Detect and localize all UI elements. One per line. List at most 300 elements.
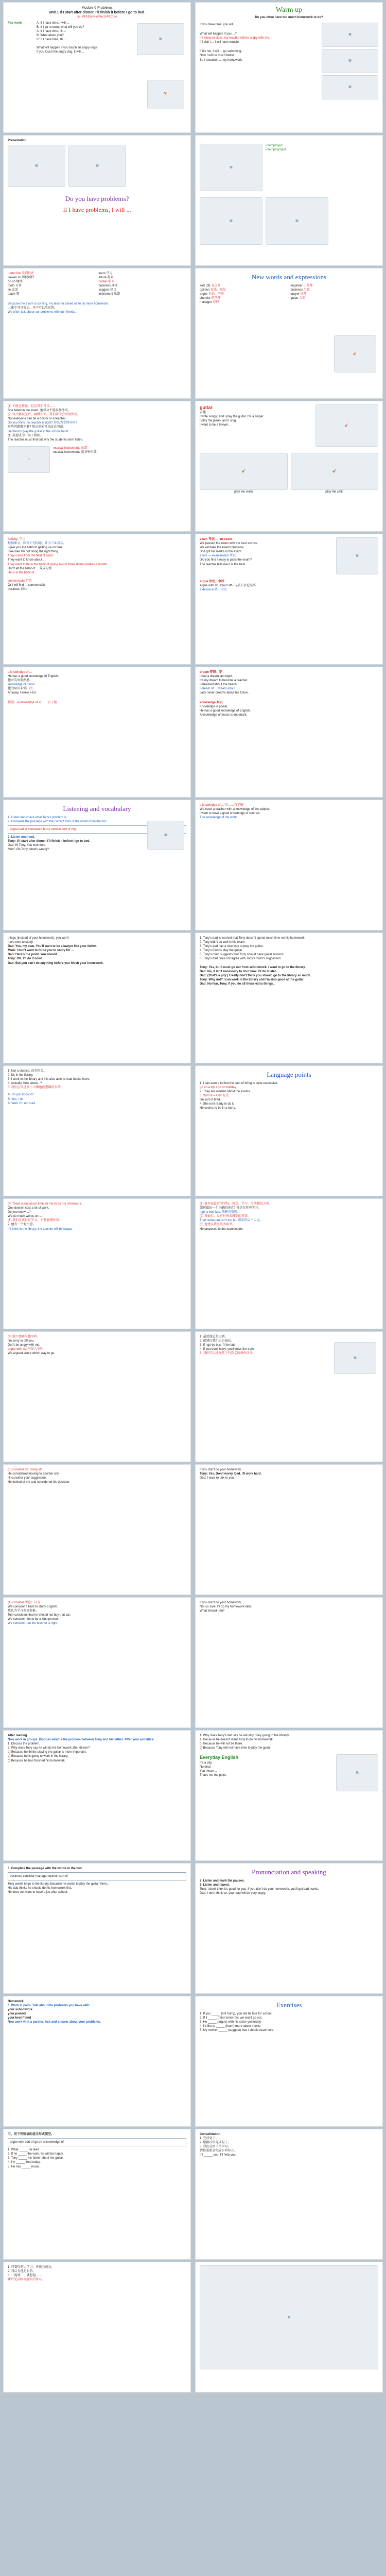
word: career 职业 [98, 280, 115, 284]
instrument-label: musical instruments 乐器 [53, 446, 87, 450]
line: 1. Not a chance. 没有机会。 [8, 1070, 47, 1073]
line: 5. Complete the passage with the words in the box. [8, 1867, 83, 1870]
sentence: We often talk about our problems with our friends. [8, 310, 76, 314]
line: things (instead of your homework), you won't [8, 937, 69, 940]
line: 2. 我认为他是对的。 [8, 2270, 36, 2274]
line: B: If I go to town, what will you do? [37, 25, 84, 29]
line: your best friend [8, 2016, 31, 2020]
meaning: 律师 [300, 292, 307, 296]
picture: ▦ [266, 197, 328, 245]
line: I go to bed late. 我睡得很晚。 [200, 1211, 241, 1214]
line: 5. He has _____ music. [8, 2165, 41, 2168]
line: The teacher tells me it is the best. [200, 563, 246, 566]
picture: ▦ [68, 145, 126, 187]
word-row [200, 284, 288, 288]
line: (4) There is not much time for me to do my homework. [8, 1202, 82, 1206]
line: exam — examination 考试 [200, 554, 236, 558]
picture: ▦ [322, 49, 378, 73]
slide-24 [3, 1597, 191, 1728]
line: 4. Tony's friends play the guitar. [200, 949, 243, 953]
line: I'll consider your suggestion. [8, 1477, 47, 1480]
line: I had a dream last night. [200, 675, 233, 679]
section-title: 三、用下列短语的适当形式填空。 [8, 2133, 55, 2136]
dog-picture: 🐕 [147, 80, 184, 109]
word: tooth 牙齿 [8, 284, 22, 288]
word: guitar [290, 296, 299, 300]
line: a knowledge of ... [8, 671, 32, 674]
line: Knowledge is power. [200, 705, 229, 708]
presentation-label: Presentation [8, 139, 27, 142]
mum-line: Mum: Oh Tony, what's wrong? [8, 848, 49, 852]
line: 他的知识非常广泛。 [8, 687, 36, 691]
word-row [291, 296, 379, 300]
meaning: 争论，争吵 [208, 292, 224, 296]
line: Tony, I don't think it's good for you. If you don't do your homework, you'll get bad marks. [200, 1887, 319, 1891]
line: I play the piano, and I sing. [200, 419, 237, 423]
line: 2. They are worried about the exams. [200, 1090, 251, 1093]
word: business 商业 [98, 284, 118, 288]
line: b) Because he is going to work in the library. [8, 1755, 68, 1758]
line: They want to be in the habit of giving two or three dinner parties a month. [8, 563, 108, 566]
picture: ▦ [8, 145, 65, 187]
slide-11 [3, 667, 191, 798]
line: (1) consider 考虑；认为 [8, 1601, 41, 1604]
word-row [291, 284, 379, 288]
line: 1. Listen and check what Tony's problem is. [8, 816, 67, 819]
slide-16 [195, 1065, 383, 1196]
answer: B: Yes, I do. [8, 1097, 25, 1101]
picture: ▦ [147, 821, 184, 850]
line: Don't be angry with me. [8, 1344, 40, 1347]
pair-work-label: Pair work [8, 21, 22, 25]
word: future 将来 [98, 276, 114, 280]
slide-6 [195, 401, 383, 532]
word: engineer [290, 284, 303, 287]
line: If I think in the library, the teacher will be happy. [8, 1227, 73, 1231]
tag: unemployment [266, 148, 286, 152]
phrase: It's a pity. [200, 1761, 213, 1765]
note: a decision 做出决定 [200, 588, 227, 592]
line: They come from the field of sport. [8, 554, 54, 558]
slide-12 [195, 800, 383, 930]
slide-22 [3, 1464, 191, 1595]
listening-title: Listening and vocabulary [63, 805, 131, 812]
answer: A: Well, I'm not sure. [8, 1101, 37, 1105]
line: I want to have a good knowledge of science. [200, 812, 261, 816]
line: Dad: No, it isn't necessary to do it now. I'll do it later. [200, 970, 277, 973]
slide-18 [3, 1198, 191, 1329]
line: He seems to be in a hurry. [200, 1107, 236, 1110]
word: suggest 建议 [98, 289, 117, 292]
pronunciation-title: Pronunciation and speaking [252, 1868, 326, 1876]
slide-31 [3, 1996, 191, 2127]
problems-answer: If I have problems, I will ... [63, 206, 131, 213]
picture: ▦ [336, 537, 378, 574]
phrase: That's not the point. [200, 1773, 227, 1777]
word-row [200, 296, 288, 300]
problems-question: Do you have problems? [65, 195, 129, 203]
line: If I _____ you, I'll help you. [200, 2154, 237, 2157]
line: We consider that the teacher is right. [8, 1622, 58, 1625]
line: 3. I work in the library and it is also able to read books there. [8, 1078, 91, 1081]
word: chemist [200, 296, 210, 300]
word-row [200, 300, 288, 304]
line: It's my dream to become a teacher. [200, 679, 248, 683]
line: 3. He _____ (argue) with his sister yesterday. [200, 2020, 262, 2024]
line: I'm sort of tired. [200, 1098, 221, 1101]
line: 5. Tony's mum suggests that Tony should have guitar lessons. [200, 953, 285, 957]
line: 拓展：a knowledge of 对……有了解 [8, 701, 58, 704]
warm-up-title: Warm up [275, 6, 303, 14]
line: b) Because he will not be there. [200, 1742, 243, 1746]
word-row [291, 288, 379, 292]
line: 4. I'd like to _____ (learn) more about music. [200, 2024, 261, 2028]
line: 这些问题难不难? 我这周末可以改正问题。 [8, 426, 66, 429]
line: 2. It's in the library. [8, 1074, 33, 1077]
word: argue [200, 292, 208, 296]
line: exam 考试 — an exam [200, 538, 232, 541]
violin-picture: 🎻 [200, 453, 288, 490]
line: Or I will find ... commercials [8, 583, 46, 587]
line: a) Because he thinks playing the guitar is more important. [8, 1751, 87, 1754]
instrument-note: musical instruments 指各种乐器 [53, 450, 97, 454]
phrase: You mean ... [200, 1769, 217, 1773]
line: 我认为学习英语很难。 [8, 1609, 39, 1613]
line: Tony: Why not? I can work in the library and I'm also good at the guitar. [200, 978, 305, 981]
line: 1. Why does Tony's dad say he will stop Tony going to the library? [200, 1734, 290, 1737]
word-box: argue with sort of go on a knowledge of [8, 2138, 186, 2146]
line: Dad: Yes, my dear. You'll want to be a lawyer like your father. [8, 945, 97, 948]
slide-26 [195, 1730, 383, 1861]
warm-up-question: Do you often have too much homework to do? [255, 15, 323, 19]
homework-label: Homework [8, 2000, 24, 2003]
line: C: If I have time, I'll ... [37, 38, 66, 41]
line: 4. She isn't ready to do it. [200, 1103, 235, 1106]
slide-27 [3, 1730, 191, 1861]
meaning: 有点儿 [211, 284, 221, 287]
word: manager [200, 300, 212, 304]
line: 3. Tony's dad has a nice way to play the guitar. [200, 945, 264, 948]
meaning: 工程师 [303, 284, 313, 287]
word: if/even so 即使那样 [8, 276, 34, 280]
line: She failed in the exam. 他以及不能参加考试。 [8, 409, 71, 413]
word: sort (of) [200, 284, 210, 287]
slide-29 [3, 1863, 191, 1994]
slide-5 [3, 268, 191, 399]
meaning: 吉他 [299, 296, 306, 300]
line: He proposes to the team leader. [200, 1227, 244, 1231]
line: argue with sb. 与某人争吵 [8, 1348, 44, 1351]
caption: play the violin [234, 490, 253, 494]
line: Now work with a partner. Ask and answer about your problems. [8, 2021, 101, 2024]
line: I dreamed about the beach. [200, 683, 238, 687]
line: Dad: No fear, Tony. If you do all those extra things... [200, 982, 276, 986]
picture: ▦ [200, 144, 262, 191]
picture: ▦ [334, 1342, 376, 1374]
line: What will happen if you touch an angry dog? [37, 46, 98, 50]
line: c) Because Tony will not have time to play the guitar. [200, 1747, 272, 1750]
line: 3. If I go by bus, I'll be late. [200, 1344, 237, 1347]
line: So I shouldn't ... my homework. [200, 58, 243, 62]
picture: ▦ [200, 197, 262, 245]
guitar-word: guitar [200, 405, 213, 410]
picture: ▦ [322, 23, 378, 47]
site-label: 第一PPT模板网-WWW.1PPT.COM [77, 15, 117, 19]
meaning: 经理 [213, 300, 219, 304]
meaning: 看法，意见 [210, 288, 226, 292]
line: (2) 每次都说完后，再做作业。我们要学会时间管理。 [8, 413, 81, 417]
line: 6. Tony's dad does not agree with Tony's mum's suggestion. [200, 957, 282, 961]
line: Dad: Here's the point. You should ... [8, 953, 61, 957]
line: 1. Tony's dad is worried that Tony doesn't spend much time on his homework. [200, 937, 306, 940]
line: He does not want to have a job after school. [8, 1891, 68, 1894]
word-box: argue bad at homework hurry opinion sort of ring [8, 825, 186, 834]
line: 2. Complete the passage with the correct form of the words from the box. [8, 820, 108, 823]
line: 根据课文，回答下列问题，补全下面对话。 [8, 542, 67, 546]
slide-8 [195, 534, 383, 665]
line: If you don't do your homework... [200, 1601, 244, 1604]
slide-3b [195, 135, 383, 266]
line: 1. What _____ he like? [8, 2148, 40, 2152]
line: If you touch the angry dog, it will ... [37, 50, 84, 54]
word: learn 学习 [98, 272, 113, 275]
line: 1. 最近他总是迟到。 [200, 1335, 228, 1338]
line: Do you think the teacher is right? 你认为老师对吗? [8, 421, 77, 425]
line: 3. Sort of = a bit 有点 [200, 1094, 229, 1097]
slide-15 [3, 933, 191, 1063]
line: The teacher must find out why the students don't listen. [8, 438, 83, 442]
picture: ▦ [200, 2265, 378, 2369]
line: Mum: I don't want to force you to study for ... [8, 949, 74, 953]
line: (3) 他建议我应该多读书。 [200, 1223, 236, 1227]
line: argue 争论，争吵 [200, 580, 225, 583]
cello-picture: 🎻 [291, 453, 379, 490]
line: We consider it hard to study English. [8, 1605, 58, 1609]
slide-13 [3, 800, 191, 930]
slide-20 [195, 1331, 383, 1462]
word: instrument 乐器 [98, 293, 120, 296]
line: We need a teacher with a knowledge of the subject. [200, 808, 271, 811]
slide-34 [3, 2262, 191, 2393]
line: 4. I'm _____ tired today. [8, 2161, 41, 2164]
line: I give you the habit of getting up on time. [8, 546, 64, 550]
line: He has a good knowledge of English. [200, 709, 251, 713]
word: business [290, 288, 303, 292]
word: lie 说谎 [8, 289, 18, 292]
language-points-title: Language points [267, 1071, 311, 1078]
line: If you have time, you will ... [200, 23, 237, 26]
line: I'm sorry to tell you. [8, 1340, 34, 1343]
line: We passed the exam with the best scores. [200, 542, 258, 546]
line: They want to know about ... [8, 558, 46, 562]
line: A knowledge of music is important. [200, 713, 248, 717]
town-picture: ▦ [137, 23, 184, 55]
instrument-picture: ♫ [8, 446, 50, 473]
line: His dad thinks he should do his homework first. [8, 1887, 73, 1890]
line: Did you find it easy to pass the exam? [200, 558, 252, 562]
line: Jack never dreams about his future. [200, 691, 249, 695]
line: Anyway, I knew a lot. [8, 691, 37, 695]
line: Tom considers that he should not buy that car. [8, 1614, 71, 1617]
line: your parents [8, 2012, 27, 2016]
line: What will happen if you ...? [200, 32, 237, 36]
line: Don't let the habit of ... 养成习惯 [8, 567, 52, 570]
answer: A: Do you know it? [8, 1093, 34, 1097]
sentence: 上课不可以说话，也不可以吃东西。 [8, 306, 58, 310]
line: 8. Listen and repeat. [200, 1883, 230, 1887]
line: 3. Tony _____ his father about the guitar. [8, 2157, 64, 2160]
tag: unemployed [266, 144, 283, 147]
line: knowledge of music [8, 683, 35, 687]
line: knowledge 知识 [200, 701, 223, 704]
line: 1. I can earn a lot but the cost of living is quite expensive. [200, 1081, 278, 1085]
line: He tried to play the guitar in the school band. [8, 430, 69, 433]
line: (2) 我很忙，没有时间去做别的事情。 [200, 1215, 251, 1218]
line: argue with sb. about sth. 与某人争论某事 [200, 584, 256, 588]
line: Tony: Yes. Don't worry, Dad. I'll work hard. [200, 1472, 262, 1476]
line: Activity: 学习 [8, 538, 26, 541]
line: 7. Listen and mark the pauses. [200, 1879, 245, 1883]
exercises-title: Exercises [276, 2001, 302, 2009]
line: We will take the exam tomorrow. [200, 546, 244, 550]
slide-2 [195, 2, 383, 133]
line: 1. Discuss the problem. [8, 1742, 40, 1746]
everyday-english-title: Everyday English [200, 1755, 239, 1760]
line: Tony wants to go to the library, because he wants to play the guitar there... [8, 1883, 110, 1886]
slide-35 [195, 2262, 383, 2393]
line: dream 梦想；梦 [200, 671, 222, 674]
line: (1) 我们应该好好学习，不要浪费时间。 [8, 1219, 62, 1223]
line: I write songs, and I play the guitar. I'm a singer. [200, 415, 264, 419]
new-words-title: New words and expressions [251, 273, 327, 281]
word-row [200, 292, 288, 296]
line: have time to study. [8, 941, 33, 944]
line: 5. 我们应该让孩子去做他们想做的事情。 [8, 1086, 64, 1090]
line: 请按照要求完成下列句子。 [200, 2149, 237, 2153]
line: 2. 他有一个好主意。 [8, 1223, 36, 1227]
slide-7 [3, 401, 191, 532]
line: Dad: I want to talk to you. [200, 1477, 235, 1480]
slide-3 [3, 135, 191, 266]
line: 3. 我们在图书馆学习。 [200, 2145, 231, 2149]
slide-28 [195, 1863, 383, 1994]
after-reading-label: After reading [8, 1734, 27, 1737]
word: go on 继续 [8, 280, 23, 284]
line: If it's hot, I will ... go swimming. [200, 50, 242, 54]
slide-19 [195, 1198, 383, 1329]
line: 2. If he _____ the work, he will be happy. [8, 2153, 64, 2156]
slide-14 [195, 933, 383, 1063]
line: 2. 他建议我们去公园玩。 [200, 1340, 234, 1343]
line: Now I will be much better. [200, 54, 235, 58]
meaning: 药剂师 [211, 296, 221, 300]
slide-33 [3, 2129, 191, 2260]
line: Now work in groups. Discuss what is the problem between Tony and his father. After your activities: [8, 1738, 154, 1742]
picture: ▦ [322, 75, 378, 99]
line: Do you know ...? [8, 1211, 31, 1214]
line: a knowledge of ... 对……有了解 [200, 804, 243, 807]
line: If I sleep in class, my teacher will be angry with me. [200, 37, 270, 40]
guitar-meaning: 吉他 [200, 411, 206, 415]
line: If I don't ... I will have trouble. [200, 41, 240, 44]
line: Tony: Yes, but I must go out from schoolwork. I want to go to the library. [200, 965, 306, 969]
word-row [200, 288, 288, 292]
line: a) Because he doesn't want Tony to do his homework. [200, 1738, 274, 1742]
picture: ▦ [336, 1754, 378, 1791]
line: 2. Why does Tony say he will do his homework after dinner? [8, 1747, 90, 1750]
line: (1) 离你家最近的学校，接送、学习、生活都很方便。 [200, 1202, 273, 1206]
word: lawyer [290, 292, 300, 296]
line: 1. 完成句子。 [200, 2137, 219, 2141]
line: He looked at me and considered his decision. [8, 1481, 71, 1484]
line: I want to be a lawyer. [200, 423, 229, 427]
line: 2. Tony didn't do well in his exam. [200, 941, 246, 944]
line: (1) 我想成为一名工程师。 [8, 434, 44, 437]
word: teach 教 [8, 293, 20, 296]
line: We consider him to be a kind person. [8, 1618, 59, 1621]
line: What should I do? [200, 1609, 225, 1613]
line: 5. My mother _____ (suggest) that I should read more. [200, 2028, 275, 2032]
word-box: business consider manager opinion sort of [8, 1872, 186, 1880]
line: your schoolwork [8, 2008, 33, 2012]
line: commercials 广告 [8, 579, 32, 583]
slide-30 [195, 1996, 383, 2127]
guitar-picture: 🎸 [315, 404, 378, 447]
line: 6. Work in pairs. Talk about the problems you have with: [8, 2004, 91, 2008]
caption: play the cello [325, 490, 344, 494]
line: 如何做出一个正确的决定? 我是在用功学习。 [200, 1207, 261, 1210]
line: A: If I have time, I'll ... [37, 29, 66, 33]
line: 课后完成练习册相关练习。 [8, 2278, 45, 2282]
line: Not everyone can be a doctor or a teacher. [8, 417, 66, 421]
consolidation-label: Consolidation [200, 2133, 220, 2136]
line: She got full marks in the exam. [200, 550, 242, 554]
word: under fire 受到批评 [8, 272, 34, 275]
line: He is in the habit of ... [8, 571, 38, 574]
word-row [291, 292, 379, 296]
line: go on a trip / go on holiday [200, 1086, 236, 1089]
line: business 商业 [8, 588, 27, 591]
line: 4. If you don't hurry, you'll miss the train. [200, 1348, 255, 1351]
unit-title: Unit 1 If I start after dinner, I'll finish it before I go to bed. [48, 11, 146, 15]
line: 他对英语很熟悉。 [8, 679, 33, 683]
line: A: If I have time, I will ... [37, 21, 69, 25]
module-title: Module 6 Problems [81, 6, 113, 10]
line: Dad: But you can't do anything before you finish your homework. [8, 961, 104, 965]
line: I dream of ... dream about ... [200, 687, 239, 691]
guitar-picture: 🎸 [334, 335, 376, 372]
line: 2. 根据汉语完成句子。 [200, 2141, 231, 2145]
line: c) Because he has finished his homework. [8, 1759, 66, 1762]
word: opinion [200, 288, 210, 292]
line: B: What about you? [37, 33, 64, 37]
line: Dad: (That's a pity.) I really don't think you should go to the library so much. [200, 974, 311, 977]
slide-32 [195, 2129, 383, 2260]
line: If you don't do your homework... [200, 1468, 244, 1471]
line: One doesn't cost a lot of work. [8, 1207, 49, 1210]
line: 4. Actually, how about...? [8, 1082, 42, 1086]
slide-9 [3, 534, 191, 665]
line: 1. 只要你努力学习，你就会成功。 [8, 2266, 55, 2269]
slide-1 [3, 2, 191, 133]
line: (5) consider sb. doing sth. [8, 1468, 44, 1471]
slide-23 [195, 1464, 383, 1595]
line: 3. Listen and read. [8, 835, 35, 839]
line: 3. 一提到……就想起…… [8, 2274, 42, 2278]
line: (1) 不能这样做，但是我们可以…… [8, 405, 56, 408]
line: 1. If you _____ (not hurry), you will be late for school. [200, 2012, 273, 2015]
phrase: No deal. [200, 1765, 212, 1769]
